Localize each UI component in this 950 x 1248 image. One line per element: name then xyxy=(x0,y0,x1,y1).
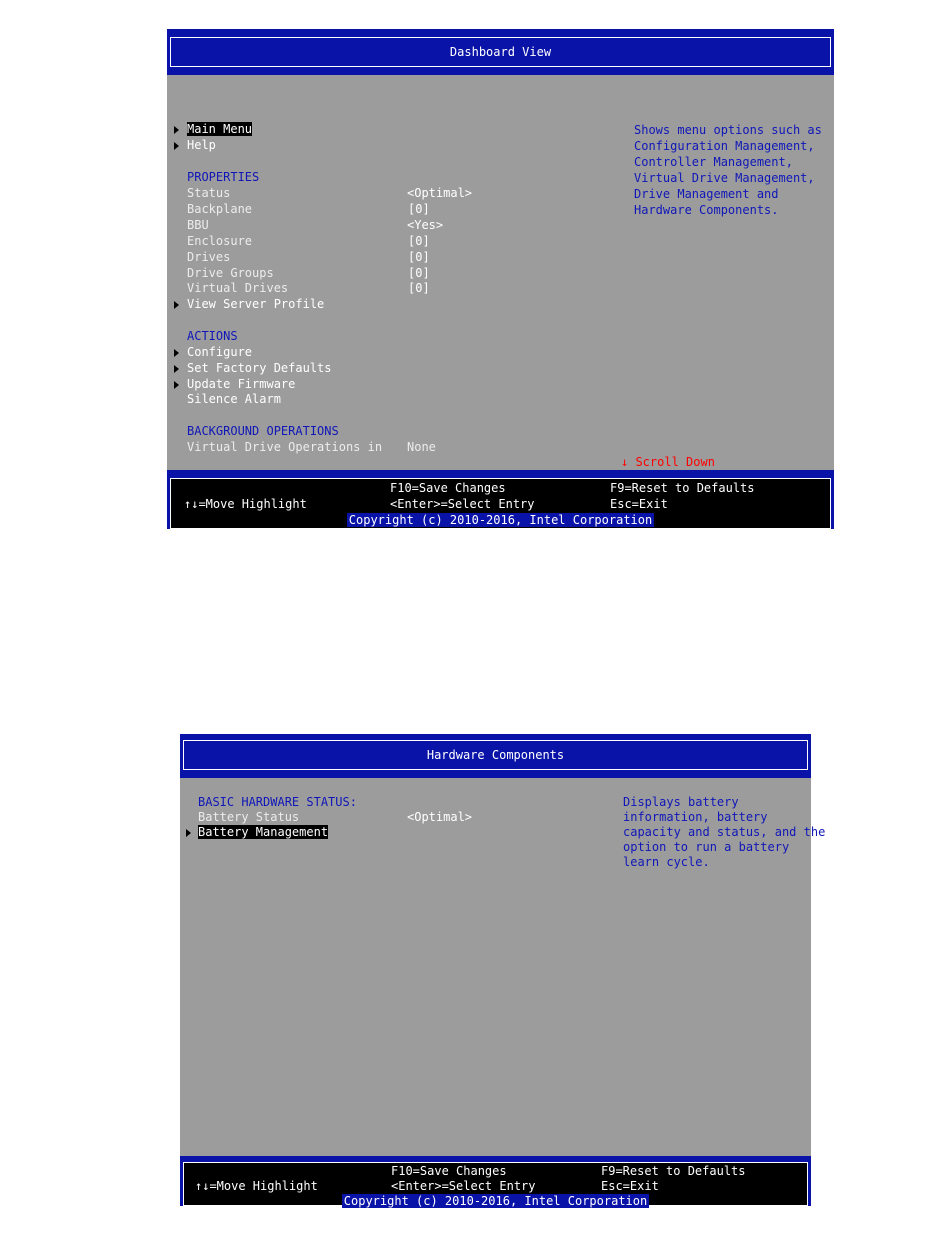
submenu-arrow-icon xyxy=(174,142,179,150)
submenu-arrow-icon xyxy=(174,301,179,309)
title-bar xyxy=(180,734,811,778)
property-value-drive-groups: [0] xyxy=(408,266,430,280)
property-label-virtual-drives: Virtual Drives xyxy=(187,281,289,295)
action-configure[interactable]: Configure xyxy=(187,345,253,359)
title-bar xyxy=(167,29,834,75)
background-ops-value: None xyxy=(407,440,436,454)
action-silence-alarm[interactable]: Silence Alarm xyxy=(187,392,281,406)
property-value-bbu[interactable]: <Yes> xyxy=(407,218,444,232)
help-text: Displays battery information, battery capacity and status, and the option to run a battery learn cycle. xyxy=(623,795,826,869)
menu-item-help[interactable]: Help xyxy=(187,138,216,152)
section-heading-actions: ACTIONS xyxy=(187,329,238,343)
hardware-components-screen xyxy=(180,734,826,1208)
property-value-virtual-drives: [0] xyxy=(408,281,430,295)
key-help-f9: F9=Reset to Defaults xyxy=(610,481,755,495)
key-help-esc: Esc=Exit xyxy=(601,1179,659,1193)
scroll-down-hint: ↓ Scroll Down xyxy=(621,455,715,469)
submenu-arrow-icon xyxy=(174,126,179,134)
property-label-status: Status xyxy=(187,186,231,200)
page-title: Dashboard View xyxy=(170,37,831,67)
menu-item-battery-management[interactable]: Battery Management xyxy=(198,825,329,839)
copyright: Copyright (c) 2010-2016, Intel Corporation xyxy=(348,513,653,527)
footer-bar xyxy=(167,470,834,529)
key-help-f10: F10=Save Changes xyxy=(390,481,506,495)
property-value-status[interactable]: <Optimal> xyxy=(407,186,473,200)
key-help-enter: <Enter>=Select Entry xyxy=(390,497,535,511)
footer-bar xyxy=(180,1156,811,1206)
menu-item-view-server-profile[interactable]: View Server Profile xyxy=(187,297,325,311)
property-label-backplane: Backplane xyxy=(187,202,253,216)
submenu-arrow-icon xyxy=(174,381,179,389)
help-text: Shows menu options such as Configuration Management, Controller Management, Virtual Drive Management, Drive Management and Hardware Components. xyxy=(634,123,822,217)
action-set-factory-defaults[interactable]: Set Factory Defaults xyxy=(187,361,332,375)
battery-status-label: Battery Status xyxy=(198,810,300,824)
background-ops-label: Virtual Drive Operations in xyxy=(187,440,383,454)
key-help-box xyxy=(170,478,831,529)
property-value-drives: [0] xyxy=(408,250,430,264)
key-help-f9: F9=Reset to Defaults xyxy=(601,1164,746,1178)
property-value-backplane: [0] xyxy=(408,202,430,216)
menu-item-main-menu[interactable]: Main Menu xyxy=(187,122,253,136)
copyright: Copyright (c) 2010-2016, Intel Corporation xyxy=(343,1194,648,1208)
submenu-arrow-icon xyxy=(186,829,191,837)
property-value-enclosure: [0] xyxy=(408,234,430,248)
section-heading-background-operations: BACKGROUND OPERATIONS xyxy=(187,424,339,438)
property-label-drive-groups: Drive Groups xyxy=(187,266,274,280)
key-help-f10: F10=Save Changes xyxy=(391,1164,507,1178)
property-label-bbu: BBU xyxy=(187,218,209,232)
battery-status-value[interactable]: <Optimal> xyxy=(407,810,473,824)
section-heading-properties: PROPERTIES xyxy=(187,170,260,184)
key-help-enter: <Enter>=Select Entry xyxy=(391,1179,536,1193)
key-help-box xyxy=(183,1162,808,1206)
section-heading-basic-hardware-status: BASIC HARDWARE STATUS: xyxy=(198,795,357,809)
main-panel xyxy=(180,778,826,1156)
key-help-move: ↑↓=Move Highlight xyxy=(184,497,307,511)
action-update-firmware[interactable]: Update Firmware xyxy=(187,377,296,391)
submenu-arrow-icon xyxy=(174,349,179,357)
key-help-move: ↑↓=Move Highlight xyxy=(195,1179,318,1193)
main-panel xyxy=(167,75,834,470)
property-label-enclosure: Enclosure xyxy=(187,234,253,248)
page-title: Hardware Components xyxy=(183,740,808,770)
submenu-arrow-icon xyxy=(174,365,179,373)
key-help-esc: Esc=Exit xyxy=(610,497,668,511)
property-label-drives: Drives xyxy=(187,250,231,264)
dashboard-view-screen xyxy=(167,29,834,526)
